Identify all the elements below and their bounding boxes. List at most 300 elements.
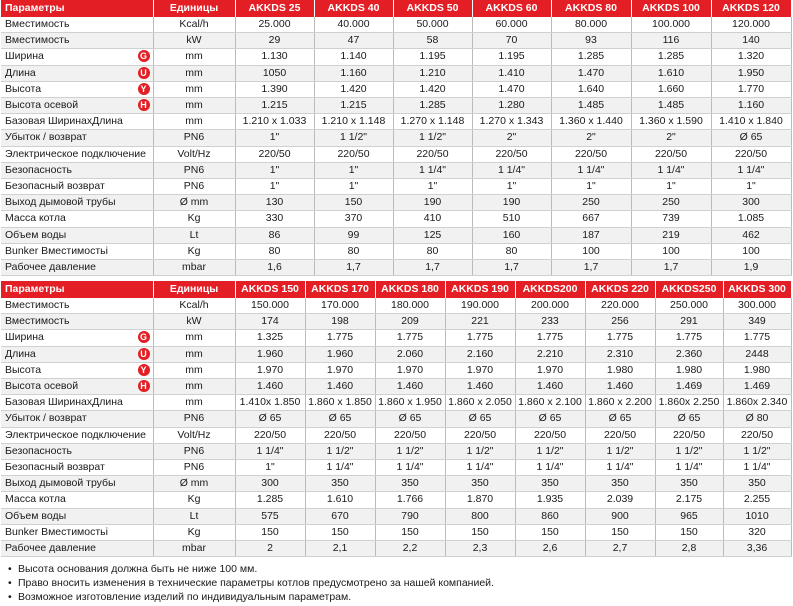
- table-row: [1, 524, 791, 540]
- value-cell: 1.360 x 1.440: [551, 114, 631, 130]
- value-cell: 80: [472, 243, 551, 259]
- value-cell: 2,1: [305, 541, 375, 557]
- value-cell: Ø 65: [711, 130, 791, 146]
- value-cell: 1.210 x 1.033: [235, 114, 314, 130]
- value-cell: 3,36: [723, 541, 791, 557]
- value-cell: 220/50: [655, 427, 723, 443]
- dimension-badge-icon: Y: [138, 364, 150, 376]
- header-model: AKKDS 120: [711, 0, 791, 17]
- parameter-cell: [1, 524, 153, 540]
- parameter-label: Ширина: [5, 50, 44, 63]
- value-cell: 349: [723, 314, 791, 330]
- parameter-label: Длина: [5, 347, 36, 360]
- value-cell: 1.970: [445, 362, 515, 378]
- value-cell: 1.460: [515, 379, 585, 395]
- table-row: [1, 98, 791, 114]
- parameter-cell: [1, 508, 153, 524]
- footnotes: [8, 562, 494, 604]
- value-cell: 150: [305, 524, 375, 540]
- unit-cell: Kcal/h: [153, 17, 235, 33]
- table-row: [1, 130, 791, 146]
- value-cell: 1": [235, 162, 314, 178]
- value-cell: 1.766: [375, 492, 445, 508]
- parameter-label: Высота: [5, 82, 42, 95]
- value-cell: 739: [631, 211, 711, 227]
- table-row: [1, 146, 791, 162]
- value-cell: 190: [472, 195, 551, 211]
- value-cell: 1": [314, 162, 393, 178]
- parameter-cell: [1, 346, 153, 362]
- parameter-label: Убыток / возврат: [5, 412, 87, 425]
- header-model: AKKDS200: [515, 281, 585, 298]
- value-cell: 2: [235, 541, 305, 557]
- value-cell: 1.470: [551, 65, 631, 81]
- value-cell: 370: [314, 211, 393, 227]
- unit-cell: Lt: [153, 227, 235, 243]
- unit-cell: mbar: [153, 541, 235, 557]
- value-cell: 116: [631, 33, 711, 49]
- value-cell: 220/50: [515, 427, 585, 443]
- table-row: [1, 243, 791, 259]
- value-cell: 1.460: [375, 379, 445, 395]
- value-cell: 1.270 x 1.148: [393, 114, 472, 130]
- value-cell: 2.060: [375, 346, 445, 362]
- parameter-label: Базовая ШиринахДлина: [5, 396, 123, 409]
- parameter-label: Вместимость: [5, 34, 70, 47]
- value-cell: 150: [585, 524, 655, 540]
- value-cell: 1,7: [631, 260, 711, 276]
- header-model: AKKDS 170: [305, 281, 375, 298]
- value-cell: 1.860x 2.250: [655, 395, 723, 411]
- value-cell: 1 1/4": [305, 460, 375, 476]
- unit-cell: mm: [153, 98, 235, 114]
- value-cell: 510: [472, 211, 551, 227]
- value-cell: 2.039: [585, 492, 655, 508]
- value-cell: 1.215: [235, 98, 314, 114]
- parameter-label: Объем воды: [5, 509, 67, 522]
- unit-cell: Kg: [153, 211, 235, 227]
- value-cell: 100.000: [631, 17, 711, 33]
- value-cell: 256: [585, 314, 655, 330]
- value-cell: 220/50: [314, 146, 393, 162]
- parameter-label: Безопасный возврат: [5, 180, 105, 193]
- parameter-cell: [1, 379, 153, 395]
- value-cell: 1.160: [711, 98, 791, 114]
- value-cell: 1 1/4": [723, 460, 791, 476]
- value-cell: 86: [235, 227, 314, 243]
- unit-cell: PN6: [153, 162, 235, 178]
- value-cell: 1.285: [393, 98, 472, 114]
- header-model: AKKDS 150: [235, 281, 305, 298]
- value-cell: 1.860 x 1.850: [305, 395, 375, 411]
- parameter-cell: [1, 443, 153, 459]
- value-cell: 1.160: [314, 65, 393, 81]
- unit-cell: mm: [153, 346, 235, 362]
- value-cell: 1.775: [305, 330, 375, 346]
- value-cell: 1.860 x 2.200: [585, 395, 655, 411]
- unit-cell: mbar: [153, 260, 235, 276]
- value-cell: 1.285: [631, 49, 711, 65]
- value-cell: 1.285: [551, 49, 631, 65]
- value-cell: 1010: [723, 508, 791, 524]
- value-cell: 2,7: [585, 541, 655, 557]
- value-cell: 1.970: [235, 362, 305, 378]
- value-cell: 790: [375, 508, 445, 524]
- value-cell: 1 1/4": [711, 162, 791, 178]
- unit-cell: Lt: [153, 508, 235, 524]
- parameter-cell: [1, 427, 153, 443]
- value-cell: 1.460: [235, 379, 305, 395]
- value-cell: 150.000: [235, 298, 305, 314]
- parameter-cell: [1, 476, 153, 492]
- value-cell: 1.195: [393, 49, 472, 65]
- table-row: [1, 227, 791, 243]
- parameter-label: Базовая ШиринахДлина: [5, 115, 123, 128]
- value-cell: 1 1/2": [314, 130, 393, 146]
- value-cell: 2.310: [585, 346, 655, 362]
- value-cell: 100: [711, 243, 791, 259]
- value-cell: 1 1/4": [445, 460, 515, 476]
- value-cell: 70: [472, 33, 551, 49]
- unit-cell: mm: [153, 49, 235, 65]
- dimension-badge-icon: U: [138, 67, 150, 79]
- header-model: AKKDS 190: [445, 281, 515, 298]
- value-cell: 140: [711, 33, 791, 49]
- parameter-cell: [1, 17, 153, 33]
- header-units: Единицы: [153, 281, 235, 298]
- unit-cell: kW: [153, 33, 235, 49]
- value-cell: Ø 65: [235, 411, 305, 427]
- unit-cell: PN6: [153, 411, 235, 427]
- value-cell: 965: [655, 508, 723, 524]
- parameter-label: Высота осевой: [5, 99, 79, 112]
- header-model: AKKDS 80: [551, 0, 631, 17]
- header-units: Единицы: [153, 0, 235, 17]
- value-cell: 1 1/4": [655, 460, 723, 476]
- parameter-label: Высота осевой: [5, 380, 79, 393]
- value-cell: 1.420: [393, 81, 472, 97]
- parameter-cell: [1, 98, 153, 114]
- value-cell: 174: [235, 314, 305, 330]
- value-cell: 1.469: [723, 379, 791, 395]
- value-cell: 1.775: [375, 330, 445, 346]
- table-row: [1, 395, 791, 411]
- parameter-cell: [1, 243, 153, 259]
- header-model: AKKDS 60: [472, 0, 551, 17]
- value-cell: 220.000: [585, 298, 655, 314]
- header-model: AKKDS 25: [235, 0, 314, 17]
- value-cell: 1.085: [711, 211, 791, 227]
- table-row: [1, 541, 791, 557]
- header-model: AKKDS 300: [723, 281, 791, 298]
- parameter-label: Вместимость: [5, 315, 70, 328]
- value-cell: 350: [445, 476, 515, 492]
- value-cell: 150: [375, 524, 445, 540]
- value-cell: 1 1/2": [445, 443, 515, 459]
- unit-cell: mm: [153, 114, 235, 130]
- value-cell: 860: [515, 508, 585, 524]
- value-cell: 670: [305, 508, 375, 524]
- parameter-cell: [1, 298, 153, 314]
- parameter-label: Масса котла: [5, 493, 66, 506]
- value-cell: Ø 65: [585, 411, 655, 427]
- value-cell: 220/50: [723, 427, 791, 443]
- value-cell: 233: [515, 314, 585, 330]
- value-cell: 1 1/4": [551, 162, 631, 178]
- parameter-cell: [1, 81, 153, 97]
- table-row: [1, 508, 791, 524]
- unit-cell: Kcal/h: [153, 298, 235, 314]
- value-cell: 300: [235, 476, 305, 492]
- parameter-cell: [1, 330, 153, 346]
- parameter-cell: [1, 314, 153, 330]
- value-cell: 1 1/2": [655, 443, 723, 459]
- table-header-row: [1, 0, 791, 17]
- value-cell: Ø 65: [375, 411, 445, 427]
- value-cell: 300: [711, 195, 791, 211]
- value-cell: 1.980: [723, 362, 791, 378]
- value-cell: 2.360: [655, 346, 723, 362]
- value-cell: 1.775: [445, 330, 515, 346]
- value-cell: 1 1/2": [375, 443, 445, 459]
- value-cell: 220/50: [631, 146, 711, 162]
- value-cell: 1 1/2": [723, 443, 791, 459]
- value-cell: 350: [585, 476, 655, 492]
- value-cell: 220/50: [235, 146, 314, 162]
- parameter-label: Электрическое подключение: [5, 428, 146, 441]
- value-cell: 1.860 x 2.100: [515, 395, 585, 411]
- header-model: AKKDS 50: [393, 0, 472, 17]
- value-cell: 1": [551, 179, 631, 195]
- value-cell: 80: [235, 243, 314, 259]
- value-cell: 1.775: [655, 330, 723, 346]
- value-cell: 2448: [723, 346, 791, 362]
- value-cell: 2,6: [515, 541, 585, 557]
- value-cell: 1.195: [472, 49, 551, 65]
- value-cell: 50.000: [393, 17, 472, 33]
- parameter-cell: [1, 195, 153, 211]
- value-cell: 1.960: [235, 346, 305, 362]
- value-cell: 2": [472, 130, 551, 146]
- value-cell: 1": [314, 179, 393, 195]
- parameter-label: Безопасность: [5, 163, 72, 176]
- table-row: [1, 195, 791, 211]
- value-cell: 1.950: [711, 65, 791, 81]
- unit-cell: Ø mm: [153, 195, 235, 211]
- table-row: [1, 114, 791, 130]
- parameter-label: Безопасность: [5, 444, 72, 457]
- value-cell: 220/50: [305, 427, 375, 443]
- table-row: [1, 179, 791, 195]
- value-cell: 58: [393, 33, 472, 49]
- unit-cell: Volt/Hz: [153, 427, 235, 443]
- value-cell: 2.160: [445, 346, 515, 362]
- unit-cell: Ø mm: [153, 476, 235, 492]
- table-row: [1, 33, 791, 49]
- parameter-cell: [1, 179, 153, 195]
- table-row: [1, 49, 791, 65]
- value-cell: 1.775: [515, 330, 585, 346]
- value-cell: 1.775: [585, 330, 655, 346]
- dimension-badge-icon: G: [138, 331, 150, 343]
- dimension-badge-icon: U: [138, 348, 150, 360]
- parameter-label: Ширина: [5, 331, 44, 344]
- parameter-cell: [1, 492, 153, 508]
- value-cell: 220/50: [711, 146, 791, 162]
- value-cell: 1.210 x 1.148: [314, 114, 393, 130]
- value-cell: 1 1/4": [515, 460, 585, 476]
- unit-cell: mm: [153, 81, 235, 97]
- value-cell: 1050: [235, 65, 314, 81]
- table-row: [1, 362, 791, 378]
- value-cell: 1": [235, 130, 314, 146]
- value-cell: 1.980: [655, 362, 723, 378]
- value-cell: 1.470: [472, 81, 551, 97]
- parameter-cell: [1, 260, 153, 276]
- value-cell: 1 1/2": [305, 443, 375, 459]
- header-model: AKKDS250: [655, 281, 723, 298]
- value-cell: 220/50: [235, 427, 305, 443]
- parameter-cell: [1, 146, 153, 162]
- value-cell: 1.860 x 2.050: [445, 395, 515, 411]
- value-cell: 1.660: [631, 81, 711, 97]
- value-cell: 120.000: [711, 17, 791, 33]
- specs-table-1: [1, 0, 792, 276]
- value-cell: 2": [631, 130, 711, 146]
- value-cell: 1 1/4": [375, 460, 445, 476]
- footnote-item: • Возможное изготовление изделий по индивидуальным параметрам.: [8, 590, 494, 604]
- table-row: [1, 411, 791, 427]
- parameter-cell: [1, 227, 153, 243]
- value-cell: 1.960: [305, 346, 375, 362]
- table-row: [1, 260, 791, 276]
- value-cell: 80: [314, 243, 393, 259]
- value-cell: 150: [515, 524, 585, 540]
- value-cell: 320: [723, 524, 791, 540]
- value-cell: 93: [551, 33, 631, 49]
- value-cell: 1.860 x 1.950: [375, 395, 445, 411]
- value-cell: 80.000: [551, 17, 631, 33]
- unit-cell: Volt/Hz: [153, 146, 235, 162]
- value-cell: 250: [631, 195, 711, 211]
- parameter-cell: [1, 211, 153, 227]
- header-parameters: Параметры: [1, 281, 153, 298]
- parameter-cell: [1, 411, 153, 427]
- unit-cell: Kg: [153, 243, 235, 259]
- value-cell: 150: [445, 524, 515, 540]
- value-cell: 2,3: [445, 541, 515, 557]
- value-cell: Ø 65: [515, 411, 585, 427]
- value-cell: 1,7: [472, 260, 551, 276]
- value-cell: 80: [393, 243, 472, 259]
- value-cell: 200.000: [515, 298, 585, 314]
- parameter-label: Убыток / возврат: [5, 131, 87, 144]
- unit-cell: mm: [153, 65, 235, 81]
- value-cell: 462: [711, 227, 791, 243]
- value-cell: 1.420: [314, 81, 393, 97]
- value-cell: 198: [305, 314, 375, 330]
- value-cell: 150: [314, 195, 393, 211]
- value-cell: 2": [551, 130, 631, 146]
- value-cell: 190.000: [445, 298, 515, 314]
- table-row: [1, 492, 791, 508]
- value-cell: Ø 65: [305, 411, 375, 427]
- table-row: [1, 427, 791, 443]
- value-cell: 300.000: [723, 298, 791, 314]
- value-cell: Ø 80: [723, 411, 791, 427]
- header-model: AKKDS 40: [314, 0, 393, 17]
- value-cell: 220/50: [393, 146, 472, 162]
- unit-cell: mm: [153, 330, 235, 346]
- parameter-label: Bunker Вместимостьi: [5, 244, 108, 257]
- value-cell: 291: [655, 314, 723, 330]
- value-cell: 1,9: [711, 260, 791, 276]
- value-cell: 1.130: [235, 49, 314, 65]
- value-cell: 29: [235, 33, 314, 49]
- table-row: [1, 298, 791, 314]
- header-parameters: Параметры: [1, 0, 153, 17]
- footnote-item: • Высота основания должна быть не ниже 100 мм.: [8, 562, 494, 576]
- parameter-label: Электрическое подключение: [5, 147, 146, 160]
- value-cell: 1.860x 2.340: [723, 395, 791, 411]
- parameter-cell: [1, 362, 153, 378]
- value-cell: 2.175: [655, 492, 723, 508]
- table-row: [1, 443, 791, 459]
- parameter-label: Выход дымовой трубы: [5, 196, 116, 209]
- value-cell: 25.000: [235, 17, 314, 33]
- value-cell: 1.325: [235, 330, 305, 346]
- value-cell: 250.000: [655, 298, 723, 314]
- value-cell: 1": [472, 179, 551, 195]
- value-cell: 1.215: [314, 98, 393, 114]
- value-cell: 1.775: [723, 330, 791, 346]
- header-model: AKKDS 220: [585, 281, 655, 298]
- value-cell: 1.460: [445, 379, 515, 395]
- value-cell: 350: [655, 476, 723, 492]
- dimension-badge-icon: H: [138, 99, 150, 111]
- table-row: [1, 162, 791, 178]
- value-cell: 1.410 x 1.840: [711, 114, 791, 130]
- parameter-label: Длина: [5, 66, 36, 79]
- header-model: AKKDS 180: [375, 281, 445, 298]
- value-cell: 1": [631, 179, 711, 195]
- value-cell: 1.870: [445, 492, 515, 508]
- value-cell: 1.770: [711, 81, 791, 97]
- table-row: [1, 17, 791, 33]
- value-cell: 1": [235, 179, 314, 195]
- dimension-badge-icon: G: [138, 50, 150, 62]
- value-cell: 1 1/2": [515, 443, 585, 459]
- value-cell: 1.970: [305, 362, 375, 378]
- table-header-row: [1, 281, 791, 298]
- value-cell: 1.390: [235, 81, 314, 97]
- value-cell: 2.210: [515, 346, 585, 362]
- value-cell: 1.469: [655, 379, 723, 395]
- parameter-label: Bunker Вместимостьi: [5, 525, 108, 538]
- value-cell: 60.000: [472, 17, 551, 33]
- parameter-cell: [1, 130, 153, 146]
- value-cell: 350: [375, 476, 445, 492]
- value-cell: 2,8: [655, 541, 723, 557]
- value-cell: 1.460: [585, 379, 655, 395]
- value-cell: 1": [235, 460, 305, 476]
- table-row: [1, 379, 791, 395]
- parameter-label: Вместимость: [5, 18, 70, 30]
- value-cell: 1.285: [235, 492, 305, 508]
- value-cell: 220/50: [551, 146, 631, 162]
- value-cell: 1.485: [631, 98, 711, 114]
- value-cell: 99: [314, 227, 393, 243]
